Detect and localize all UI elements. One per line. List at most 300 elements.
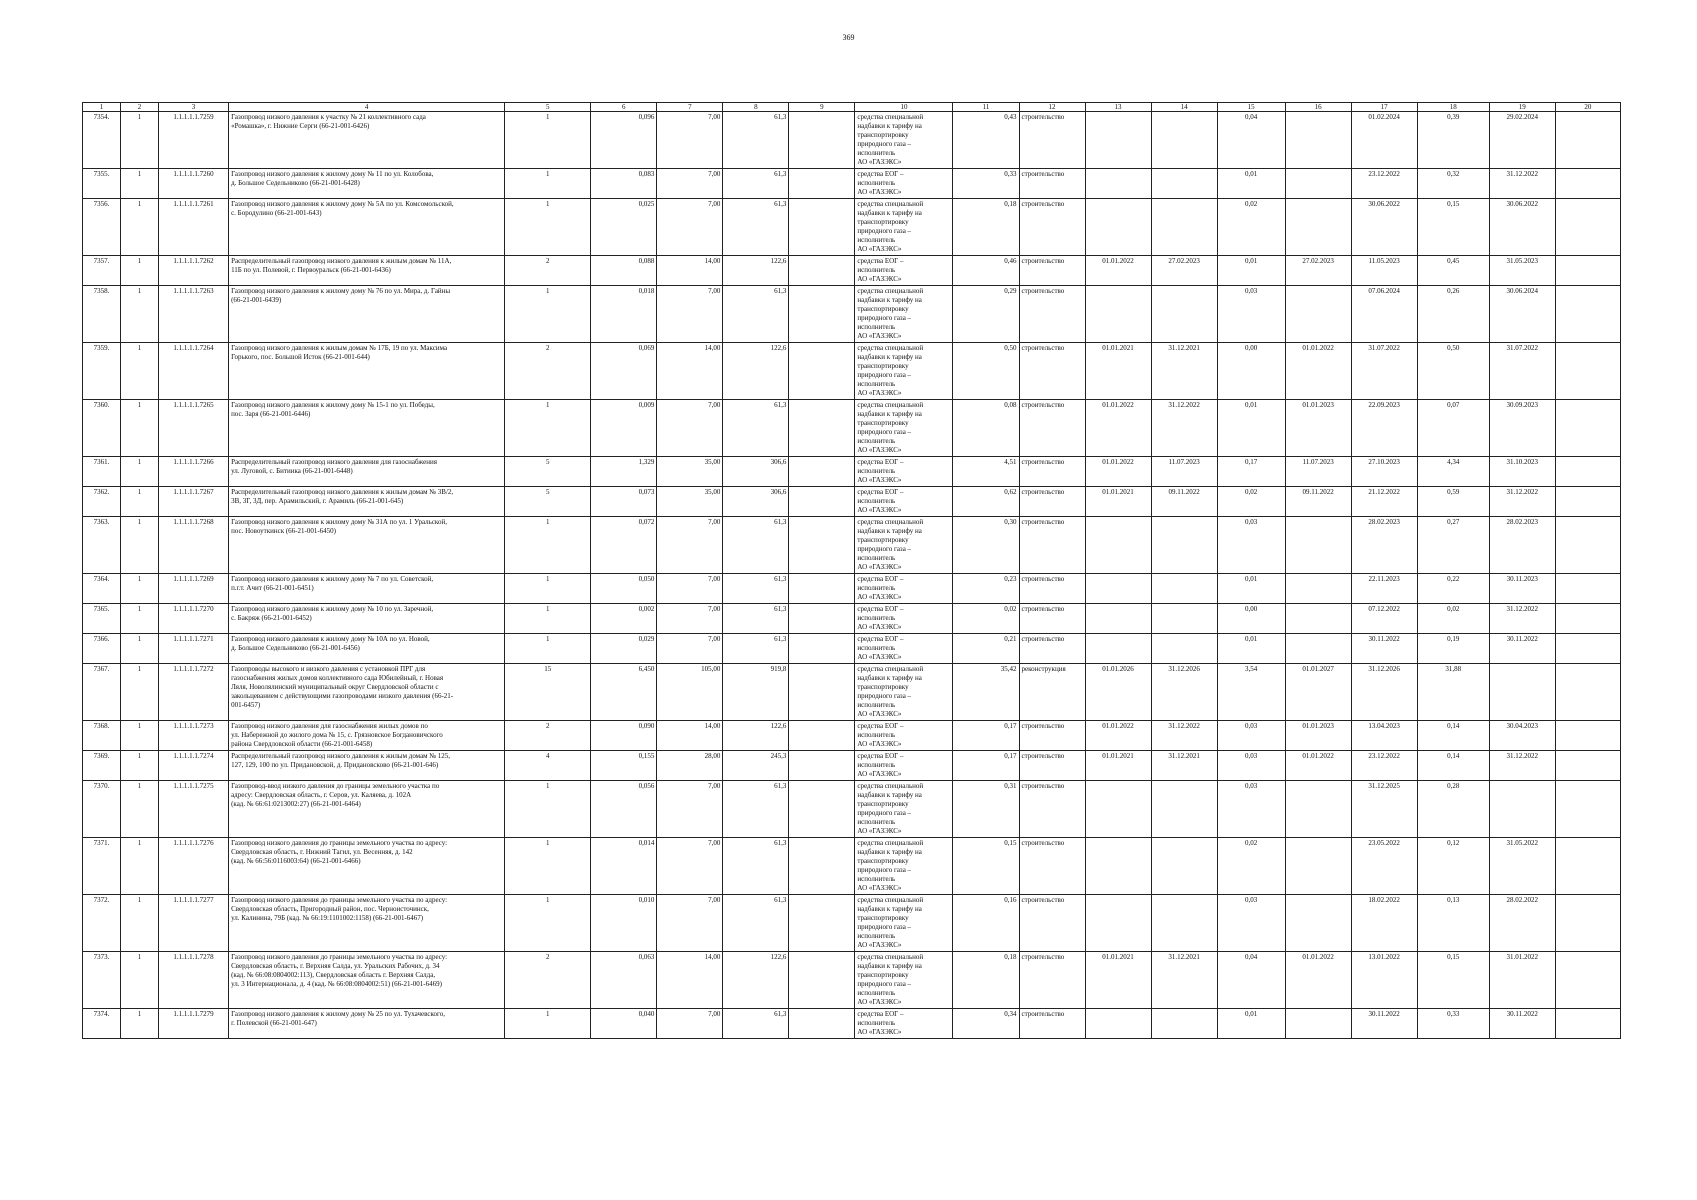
cell-col19: 30.06.2024 (1489, 286, 1555, 343)
cell-col16 (1285, 1009, 1351, 1039)
column-header: 10 (855, 103, 953, 112)
row-number: 7373. (83, 952, 121, 1009)
cell-col8: 245,3 (723, 751, 789, 781)
table-row (83, 487, 1621, 517)
cell-col7: 28,00 (657, 751, 723, 781)
cell-col14 (1151, 199, 1217, 256)
column-header: 20 (1555, 103, 1620, 112)
cell-col5: 1 (505, 517, 591, 574)
cell-col8: 306,6 (723, 457, 789, 487)
cell-col15: 3,54 (1217, 664, 1285, 721)
object-code: 1.1.1.1.1.7259 (159, 112, 229, 169)
cell-col7: 7,00 (657, 604, 723, 634)
cell-col9 (789, 574, 855, 604)
cell-col17: 31.07.2022 (1351, 343, 1417, 400)
row-number: 7361. (83, 457, 121, 487)
cell-col19: 31.10.2023 (1489, 457, 1555, 487)
cell-col20 (1555, 112, 1620, 169)
funding-source: средства ЕОГ – исполнитель АО «ГАЗЭКС» (855, 487, 953, 517)
cell-col13 (1085, 169, 1151, 199)
cell-col19: 30.04.2023 (1489, 721, 1555, 751)
cell-col9 (789, 634, 855, 664)
cell-col19: 29.02.2024 (1489, 112, 1555, 169)
cell-col11: 0,15 (953, 838, 1019, 895)
table-row (83, 1009, 1621, 1039)
cell-col14 (1151, 517, 1217, 574)
cell-col11: 0,33 (953, 169, 1019, 199)
cell-col17: 30.11.2022 (1351, 1009, 1417, 1039)
column-header: 3 (159, 103, 229, 112)
cell-col20 (1555, 400, 1620, 457)
row-number: 7371. (83, 838, 121, 895)
cell-col16: 09.11.2022 (1285, 487, 1351, 517)
cell-col13: 01.01.2026 (1085, 664, 1151, 721)
column-header: 19 (1489, 103, 1555, 112)
object-name: Газопровод низкого давления к жилому дому № 31А по ул. 1 Уральской, пос. Новоуткинск (66-21-001-6450) (229, 517, 505, 574)
work-type: строительство (1019, 781, 1085, 838)
cell-col6: 0,014 (591, 838, 657, 895)
cell-col5: 2 (505, 721, 591, 751)
object-name: Газопровод низкого давления к жилым домам № 17Б, 19 по ул. Максима Горького, пос. Большой Исток (66-21-001-644) (229, 343, 505, 400)
cell-col7: 105,00 (657, 664, 723, 721)
cell-col16 (1285, 895, 1351, 952)
cell-col11: 0,31 (953, 781, 1019, 838)
object-code: 1.1.1.1.1.7264 (159, 343, 229, 400)
column-header: 12 (1019, 103, 1085, 112)
cell-col6: 0,063 (591, 952, 657, 1009)
object-code: 1.1.1.1.1.7267 (159, 487, 229, 517)
cell-col11: 0,30 (953, 517, 1019, 574)
cell-col16: 01.01.2022 (1285, 343, 1351, 400)
cell-col17: 30.06.2022 (1351, 199, 1417, 256)
cell-col14 (1151, 112, 1217, 169)
cell-col9 (789, 286, 855, 343)
cell-col5: 2 (505, 343, 591, 400)
object-code: 1.1.1.1.1.7279 (159, 1009, 229, 1039)
cell-col7: 7,00 (657, 169, 723, 199)
cell-col5: 2 (505, 952, 591, 1009)
table-row (83, 286, 1621, 343)
column-header: 16 (1285, 103, 1351, 112)
cell-col18: 0,32 (1417, 169, 1489, 199)
row-number: 7355. (83, 169, 121, 199)
cell-col7: 14,00 (657, 721, 723, 751)
cell-col7: 7,00 (657, 634, 723, 664)
cell-col18: 0,15 (1417, 199, 1489, 256)
funding-source: средства специальной надбавки к тарифу на транспортировку природного газа – исполнитель АО «ГАЗЭКС» (855, 199, 953, 256)
cell-col5: 1 (505, 781, 591, 838)
cell-col13: 01.01.2021 (1085, 343, 1151, 400)
table-row (83, 952, 1621, 1009)
cell-col11: 0,50 (953, 343, 1019, 400)
cell-col9 (789, 751, 855, 781)
cell-col7: 35,00 (657, 457, 723, 487)
funding-source: средства ЕОГ – исполнитель АО «ГАЗЭКС» (855, 751, 953, 781)
header-row (83, 103, 1621, 112)
cell-col2: 1 (121, 487, 159, 517)
cell-col11: 0,23 (953, 574, 1019, 604)
work-type: строительство (1019, 400, 1085, 457)
object-code: 1.1.1.1.1.7262 (159, 256, 229, 286)
cell-col9 (789, 169, 855, 199)
cell-col8: 61,3 (723, 1009, 789, 1039)
cell-col5: 1 (505, 1009, 591, 1039)
cell-col15: 0,02 (1217, 838, 1285, 895)
row-number: 7365. (83, 604, 121, 634)
cell-col20 (1555, 286, 1620, 343)
row-number: 7358. (83, 286, 121, 343)
funding-source: средства специальной надбавки к тарифу на транспортировку природного газа – исполнитель АО «ГАЗЭКС» (855, 952, 953, 1009)
cell-col9 (789, 256, 855, 286)
cell-col11: 0,34 (953, 1009, 1019, 1039)
cell-col2: 1 (121, 169, 159, 199)
cell-col2: 1 (121, 517, 159, 574)
cell-col13 (1085, 604, 1151, 634)
cell-col20 (1555, 199, 1620, 256)
cell-col9 (789, 112, 855, 169)
funding-source: средства специальной надбавки к тарифу на транспортировку природного газа – исполнитель АО «ГАЗЭКС» (855, 838, 953, 895)
row-number: 7368. (83, 721, 121, 751)
cell-col18: 0,27 (1417, 517, 1489, 574)
cell-col9 (789, 487, 855, 517)
cell-col18: 0,33 (1417, 1009, 1489, 1039)
column-header: 4 (229, 103, 505, 112)
object-code: 1.1.1.1.1.7265 (159, 400, 229, 457)
cell-col20 (1555, 781, 1620, 838)
cell-col15: 0,03 (1217, 517, 1285, 574)
cell-col19: 31.12.2022 (1489, 604, 1555, 634)
cell-col8: 919,8 (723, 664, 789, 721)
cell-col17: 07.06.2024 (1351, 286, 1417, 343)
cell-col7: 7,00 (657, 286, 723, 343)
column-header: 11 (953, 103, 1019, 112)
column-header: 7 (657, 103, 723, 112)
work-type: строительство (1019, 1009, 1085, 1039)
object-name: Газопровод низкого давления для газоснабжения жилых домов по ул. Набережной до жилого дома № 15, с. Грязновское Богдановичского района Свердловской области (66-21-001-6458) (229, 721, 505, 751)
work-type: строительство (1019, 517, 1085, 574)
row-number: 7363. (83, 517, 121, 574)
cell-col18: 0,39 (1417, 112, 1489, 169)
table-row (83, 457, 1621, 487)
work-type: строительство (1019, 487, 1085, 517)
cell-col14: 31.12.2021 (1151, 952, 1217, 1009)
funding-source: средства ЕОГ – исполнитель АО «ГАЗЭКС» (855, 457, 953, 487)
cell-col18: 0,19 (1417, 634, 1489, 664)
cell-col15: 0,01 (1217, 169, 1285, 199)
work-type: строительство (1019, 838, 1085, 895)
cell-col19: 30.06.2022 (1489, 199, 1555, 256)
column-header: 6 (591, 103, 657, 112)
funding-source: средства специальной надбавки к тарифу на транспортировку природного газа – исполнитель АО «ГАЗЭКС» (855, 781, 953, 838)
cell-col19: 31.12.2022 (1489, 487, 1555, 517)
object-code: 1.1.1.1.1.7269 (159, 574, 229, 604)
column-header: 18 (1417, 103, 1489, 112)
cell-col8: 61,3 (723, 199, 789, 256)
cell-col18: 0,22 (1417, 574, 1489, 604)
cell-col11: 0,18 (953, 952, 1019, 1009)
cell-col11: 0,02 (953, 604, 1019, 634)
cell-col13 (1085, 1009, 1151, 1039)
table-row (83, 199, 1621, 256)
work-type: строительство (1019, 199, 1085, 256)
cell-col11: 0,08 (953, 400, 1019, 457)
cell-col20 (1555, 343, 1620, 400)
cell-col5: 5 (505, 487, 591, 517)
cell-col13 (1085, 634, 1151, 664)
work-type: строительство (1019, 112, 1085, 169)
cell-col7: 14,00 (657, 952, 723, 1009)
cell-col14: 31.12.2022 (1151, 400, 1217, 457)
cell-col5: 1 (505, 574, 591, 604)
cell-col6: 0,090 (591, 721, 657, 751)
cell-col14: 31.12.2021 (1151, 751, 1217, 781)
cell-col11: 0,16 (953, 895, 1019, 952)
cell-col2: 1 (121, 1009, 159, 1039)
cell-col19: 31.07.2022 (1489, 343, 1555, 400)
cell-col17: 07.12.2022 (1351, 604, 1417, 634)
object-name: Распределительный газопровод низкого давления к жилым домам № 11А, 11Б по ул. Полевой, г. Первоуральск (66-21-001-6436) (229, 256, 505, 286)
cell-col14: 09.11.2022 (1151, 487, 1217, 517)
work-type: строительство (1019, 286, 1085, 343)
row-number: 7366. (83, 634, 121, 664)
cell-col17: 18.02.2022 (1351, 895, 1417, 952)
cell-col13 (1085, 286, 1151, 343)
cell-col2: 1 (121, 604, 159, 634)
row-number: 7370. (83, 781, 121, 838)
cell-col20 (1555, 1009, 1620, 1039)
cell-col19: 31.12.2022 (1489, 169, 1555, 199)
cell-col8: 61,3 (723, 400, 789, 457)
cell-col20 (1555, 517, 1620, 574)
funding-source: средства ЕОГ – исполнитель АО «ГАЗЭКС» (855, 721, 953, 751)
cell-col17: 28.02.2023 (1351, 517, 1417, 574)
cell-col2: 1 (121, 952, 159, 1009)
cell-col9 (789, 1009, 855, 1039)
cell-col15: 0,01 (1217, 634, 1285, 664)
cell-col15: 0,03 (1217, 895, 1285, 952)
cell-col16: 01.01.2023 (1285, 400, 1351, 457)
object-name: Газопроводы высокого и низкого давления с установкой ПРГ для газоснабжения жилых домов коллективного сада Юбилейный, г. Новая Ляля, Новолялинский муниципальный округ Свердловской области с закольцеванием с действующими газопроводами низкого давления (66-21- 001-6457) (229, 664, 505, 721)
cell-col5: 2 (505, 256, 591, 286)
cell-col15: 0,01 (1217, 256, 1285, 286)
cell-col9 (789, 952, 855, 1009)
cell-col14: 11.07.2023 (1151, 457, 1217, 487)
cell-col14 (1151, 895, 1217, 952)
cell-col5: 1 (505, 169, 591, 199)
cell-col11: 0,17 (953, 721, 1019, 751)
cell-col5: 4 (505, 751, 591, 781)
cell-col2: 1 (121, 112, 159, 169)
table-row (83, 112, 1621, 169)
cell-col13 (1085, 517, 1151, 574)
cell-col5: 15 (505, 664, 591, 721)
cell-col19: 30.11.2022 (1489, 634, 1555, 664)
cell-col6: 0,009 (591, 400, 657, 457)
cell-col15: 0,04 (1217, 112, 1285, 169)
cell-col9 (789, 838, 855, 895)
cell-col15: 0,03 (1217, 781, 1285, 838)
cell-col6: 0,029 (591, 634, 657, 664)
column-header: 14 (1151, 103, 1217, 112)
funding-source: средства ЕОГ – исполнитель АО «ГАЗЭКС» (855, 256, 953, 286)
cell-col15: 0,03 (1217, 751, 1285, 781)
cell-col7: 7,00 (657, 895, 723, 952)
cell-col9 (789, 400, 855, 457)
cell-col19: 31.05.2023 (1489, 256, 1555, 286)
work-type: строительство (1019, 574, 1085, 604)
cell-col13: 01.01.2022 (1085, 256, 1151, 286)
cell-col15: 0,01 (1217, 574, 1285, 604)
cell-col8: 61,3 (723, 838, 789, 895)
cell-col6: 0,010 (591, 895, 657, 952)
cell-col2: 1 (121, 634, 159, 664)
cell-col18: 0,28 (1417, 781, 1489, 838)
cell-col20 (1555, 721, 1620, 751)
object-code: 1.1.1.1.1.7276 (159, 838, 229, 895)
table-row (83, 400, 1621, 457)
object-name: Газопровод низкого давления до границы земельного участка по адресу: Свердловская область, г. Нижний Тагил, ул. Весенняя, д. 142 (кад. № 66:56:0116003:64) (66-21-001-6466) (229, 838, 505, 895)
cell-col13 (1085, 781, 1151, 838)
cell-col19: 31.12.2022 (1489, 751, 1555, 781)
table-row (83, 634, 1621, 664)
cell-col6: 0,002 (591, 604, 657, 634)
funding-source: средства ЕОГ – исполнитель АО «ГАЗЭКС» (855, 169, 953, 199)
work-type: строительство (1019, 634, 1085, 664)
work-type: строительство (1019, 169, 1085, 199)
column-header: 1 (83, 103, 121, 112)
column-header: 17 (1351, 103, 1417, 112)
cell-col17: 22.09.2023 (1351, 400, 1417, 457)
object-name: Газопровод низкого давления к жилому дому № 5А по ул. Комсомольской, с. Бородулино (66-21-001-643) (229, 199, 505, 256)
cell-col16: 27.02.2023 (1285, 256, 1351, 286)
cell-col14 (1151, 574, 1217, 604)
cell-col15: 0,04 (1217, 952, 1285, 1009)
work-type: строительство (1019, 343, 1085, 400)
cell-col7: 7,00 (657, 112, 723, 169)
cell-col6: 0,069 (591, 343, 657, 400)
cell-col19: 30.09.2023 (1489, 400, 1555, 457)
cell-col16 (1285, 199, 1351, 256)
cell-col5: 1 (505, 286, 591, 343)
cell-col16 (1285, 781, 1351, 838)
cell-col14 (1151, 286, 1217, 343)
cell-col18: 0,14 (1417, 751, 1489, 781)
cell-col6: 0,088 (591, 256, 657, 286)
object-name: Газопровод низкого давления к участку № 21 коллективного сада «Ромашка», г. Нижние Серги (66-21-001-6426) (229, 112, 505, 169)
cell-col19: 28.02.2023 (1489, 517, 1555, 574)
funding-source: средства специальной надбавки к тарифу на транспортировку природного газа – исполнитель АО «ГАЗЭКС» (855, 400, 953, 457)
cell-col14 (1151, 781, 1217, 838)
row-number: 7367. (83, 664, 121, 721)
cell-col11: 0,17 (953, 751, 1019, 781)
cell-col6: 0,040 (591, 1009, 657, 1039)
cell-col15: 0,01 (1217, 1009, 1285, 1039)
cell-col16: 01.01.2022 (1285, 952, 1351, 1009)
object-code: 1.1.1.1.1.7274 (159, 751, 229, 781)
cell-col11: 0,62 (953, 487, 1019, 517)
cell-col8: 61,3 (723, 286, 789, 343)
object-code: 1.1.1.1.1.7266 (159, 457, 229, 487)
object-name: Распределительный газопровод низкого давления к жилым домам № 3В/2, 3В, 3Г, 3Д, пер. Арамильский, г. Арамиль (66-21-001-645) (229, 487, 505, 517)
cell-col17: 13.01.2022 (1351, 952, 1417, 1009)
cell-col8: 61,3 (723, 634, 789, 664)
cell-col7: 7,00 (657, 1009, 723, 1039)
cell-col18: 4,34 (1417, 457, 1489, 487)
cell-col19: 28.02.2022 (1489, 895, 1555, 952)
funding-source: средства ЕОГ – исполнитель АО «ГАЗЭКС» (855, 634, 953, 664)
cell-col16: 11.07.2023 (1285, 457, 1351, 487)
cell-col20 (1555, 895, 1620, 952)
cell-col13 (1085, 199, 1151, 256)
object-code: 1.1.1.1.1.7273 (159, 721, 229, 751)
table-row (83, 838, 1621, 895)
cell-col2: 1 (121, 457, 159, 487)
cell-col9 (789, 343, 855, 400)
cell-col2: 1 (121, 400, 159, 457)
cell-col16 (1285, 574, 1351, 604)
cell-col20 (1555, 634, 1620, 664)
cell-col5: 1 (505, 838, 591, 895)
cell-col7: 7,00 (657, 517, 723, 574)
cell-col17: 31.12.2026 (1351, 664, 1417, 721)
cell-col11: 4,51 (953, 457, 1019, 487)
cell-col8: 61,3 (723, 112, 789, 169)
work-type: строительство (1019, 721, 1085, 751)
cell-col8: 122,6 (723, 721, 789, 751)
cell-col14: 31.12.2026 (1151, 664, 1217, 721)
funding-source: средства ЕОГ – исполнитель АО «ГАЗЭКС» (855, 574, 953, 604)
work-type: строительство (1019, 751, 1085, 781)
row-number: 7356. (83, 199, 121, 256)
cell-col16 (1285, 517, 1351, 574)
cell-col17: 27.10.2023 (1351, 457, 1417, 487)
cell-col18: 31,88 (1417, 664, 1489, 721)
cell-col2: 1 (121, 781, 159, 838)
column-header: 2 (121, 103, 159, 112)
cell-col13 (1085, 574, 1151, 604)
object-name: Газопровод-ввод низкого давления до границы земельного участка по адресу: Свердловская область, г. Серов, ул. Каляева, д. 102А (кад. № 66:61:0213002:27) (66-21-001-6464) (229, 781, 505, 838)
cell-col9 (789, 199, 855, 256)
cell-col7: 7,00 (657, 838, 723, 895)
cell-col13: 01.01.2021 (1085, 487, 1151, 517)
cell-col16 (1285, 604, 1351, 634)
object-code: 1.1.1.1.1.7272 (159, 664, 229, 721)
cell-col6: 0,050 (591, 574, 657, 604)
object-code: 1.1.1.1.1.7275 (159, 781, 229, 838)
cell-col20 (1555, 457, 1620, 487)
object-name: Газопровод низкого давления к жилому дому № 10 по ул. Заречной, с. Бакряж (66-21-001-6452) (229, 604, 505, 634)
cell-col11: 0,46 (953, 256, 1019, 286)
funding-source: средства ЕОГ – исполнитель АО «ГАЗЭКС» (855, 1009, 953, 1039)
cell-col14 (1151, 169, 1217, 199)
cell-col14 (1151, 604, 1217, 634)
cell-col8: 122,6 (723, 343, 789, 400)
cell-col6: 0,018 (591, 286, 657, 343)
cell-col6: 0,083 (591, 169, 657, 199)
cell-col9 (789, 517, 855, 574)
cell-col5: 1 (505, 112, 591, 169)
row-number: 7357. (83, 256, 121, 286)
cell-col6: 0,155 (591, 751, 657, 781)
cell-col2: 1 (121, 751, 159, 781)
work-type: строительство (1019, 457, 1085, 487)
table-row (83, 343, 1621, 400)
cell-col14: 31.12.2021 (1151, 343, 1217, 400)
cell-col18: 0,45 (1417, 256, 1489, 286)
funding-source: средства специальной надбавки к тарифу на транспортировку природного газа – исполнитель АО «ГАЗЭКС» (855, 286, 953, 343)
table-row (83, 574, 1621, 604)
object-name: Распределительный газопровод низкого давления для газоснабжения ул. Луговой, с. Битиика (66-21-001-6448) (229, 457, 505, 487)
